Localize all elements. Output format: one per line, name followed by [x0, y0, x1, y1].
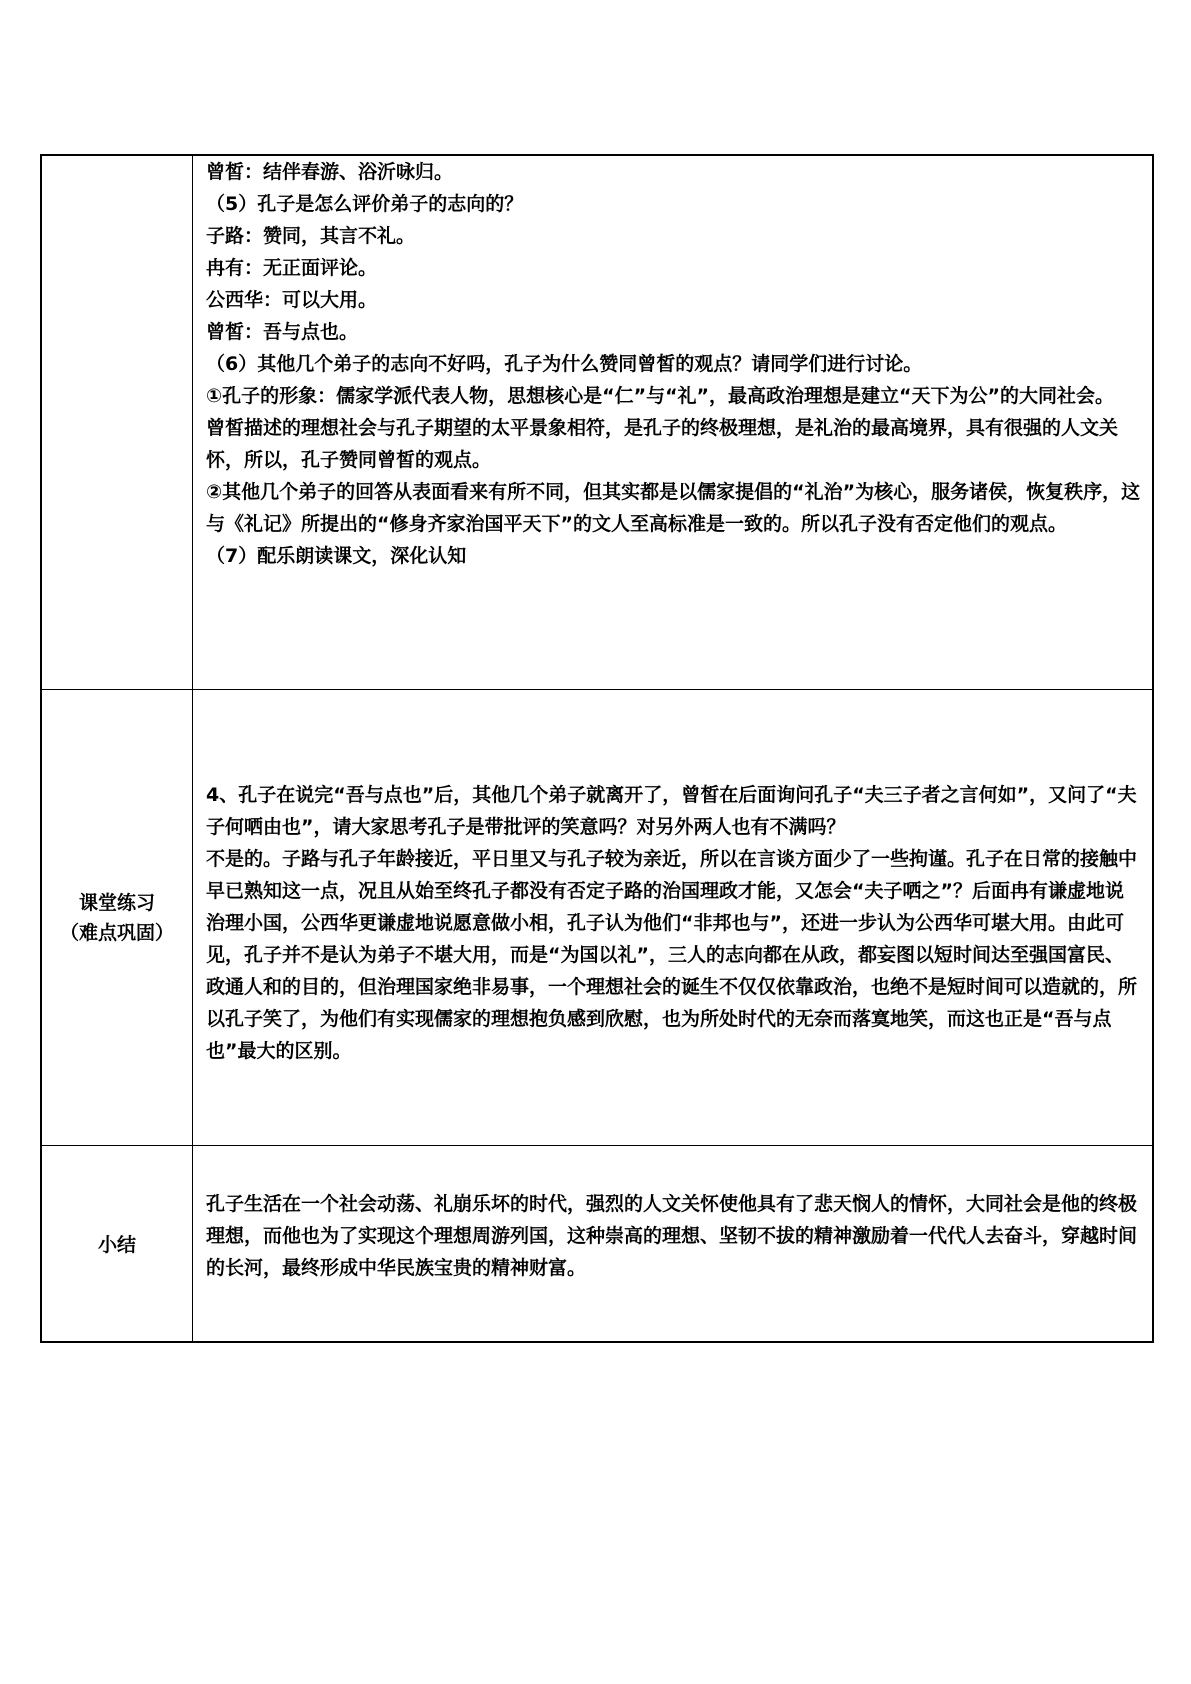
content-line: 孔子生活在一个社会动荡、礼崩乐坏的时代，强烈的人文关怀使他具有了悲天悯人的情怀，大同社会是他的终极理想，而他也为了实现这个理想周游列国，这种崇高的理想、坚韧不拔的精神激励着一代代人去奋斗，穿越时间的长河，最终形成中华民族宝贵的精神财富。	[206, 1193, 1138, 1279]
row-label-cell	[42, 156, 193, 689]
content-line: （5）孔子是怎么评价弟子的志向的？	[206, 193, 524, 215]
lesson-plan-table	[40, 154, 1154, 1343]
content-line: 不是的。子路与孔子年龄接近，平日里又与孔子较为亲近，所以在言谈方面少了一些拘谨。孔子在日常的接触中早已熟知这一点，况且从始至终孔子都没有否定子路的治国理政才能，又怎会“夫子哂之”？后面冉有谦虚地说治理小国，公西华更谦虚地说愿意做小相，孔子认为他们“非邦也与”，还进一步认为公西华可堪大用。由此可见，孔子并不是认为弟子不堪大用，而是“为国以礼”，三人的志向都在从政，都妄图以短时间达至强国富民、政通人和的目的，但治理国家绝非易事，一个理想社会的诞生不仅仅依靠政治，也绝不是短时间可以造就的，所以孔子笑了，为他们有实现儒家的理想抱负感到欣慰，也为所处时代的无奈而落寞地笑，而这也正是“吾与点也”最大的区别。	[206, 848, 1138, 1062]
row-content-cell	[193, 156, 1152, 689]
content-line: 冉有：无正面评论。	[206, 257, 378, 279]
row-label-cell	[42, 1146, 193, 1343]
table-row-summary	[42, 1146, 1152, 1343]
row-content-cell	[193, 690, 1152, 1145]
content-line: 曾皙：吾与点也。	[206, 321, 359, 343]
row-label-line: 小结	[97, 1233, 136, 1256]
content-line: 公西华：可以大用。	[206, 289, 378, 311]
row-content-cell	[193, 1146, 1152, 1343]
row-label-line: （难点巩固）	[59, 921, 174, 944]
content-line: ①孔子的形象：儒家学派代表人物，思想核心是“仁”与“礼”，最高政治理想是建立“天下为公”的大同社会。	[206, 385, 1115, 407]
content-line: 子路：赞同，其言不礼。	[206, 225, 416, 247]
content-line: 曾皙描述的理想社会与孔子期望的太平景象相符，是孔子的终极理想，是礼治的最高境界，具有很强的人文关怀，所以，孔子赞同曾皙的观点。	[206, 417, 1119, 471]
content-line: 曾皙：结伴春游、浴沂咏归。	[206, 161, 454, 183]
content-line: （7）配乐朗读课文，深化认知	[206, 545, 467, 567]
table-row-classroom-practice	[42, 690, 1152, 1146]
table-row-discussion	[42, 156, 1152, 690]
content-line: ②其他几个弟子的回答从表面看来有所不同，但其实都是以儒家提倡的“礼治”为核心，服务诸侯，恢复秩序，这与《礼记》所提出的“修身齐家治国平天下”的文人至高标准是一致的。所以孔子没有否定他们的观点。	[206, 481, 1141, 535]
content-line: （6）其他几个弟子的志向不好吗，孔子为什么赞同曾皙的观点？请同学们进行讨论。	[206, 353, 923, 375]
row-label-cell	[42, 690, 193, 1145]
row-label-line: 课堂练习	[78, 891, 155, 914]
content-line: 4、孔子在说完“吾与点也”后，其他几个弟子就离开了，曾皙在后面询问孔子“夫三子者之言何如”，又问了“夫子何哂由也”，请大家思考孔子是带批评的笑意吗？对另外两人也有不满吗？	[206, 784, 1137, 838]
